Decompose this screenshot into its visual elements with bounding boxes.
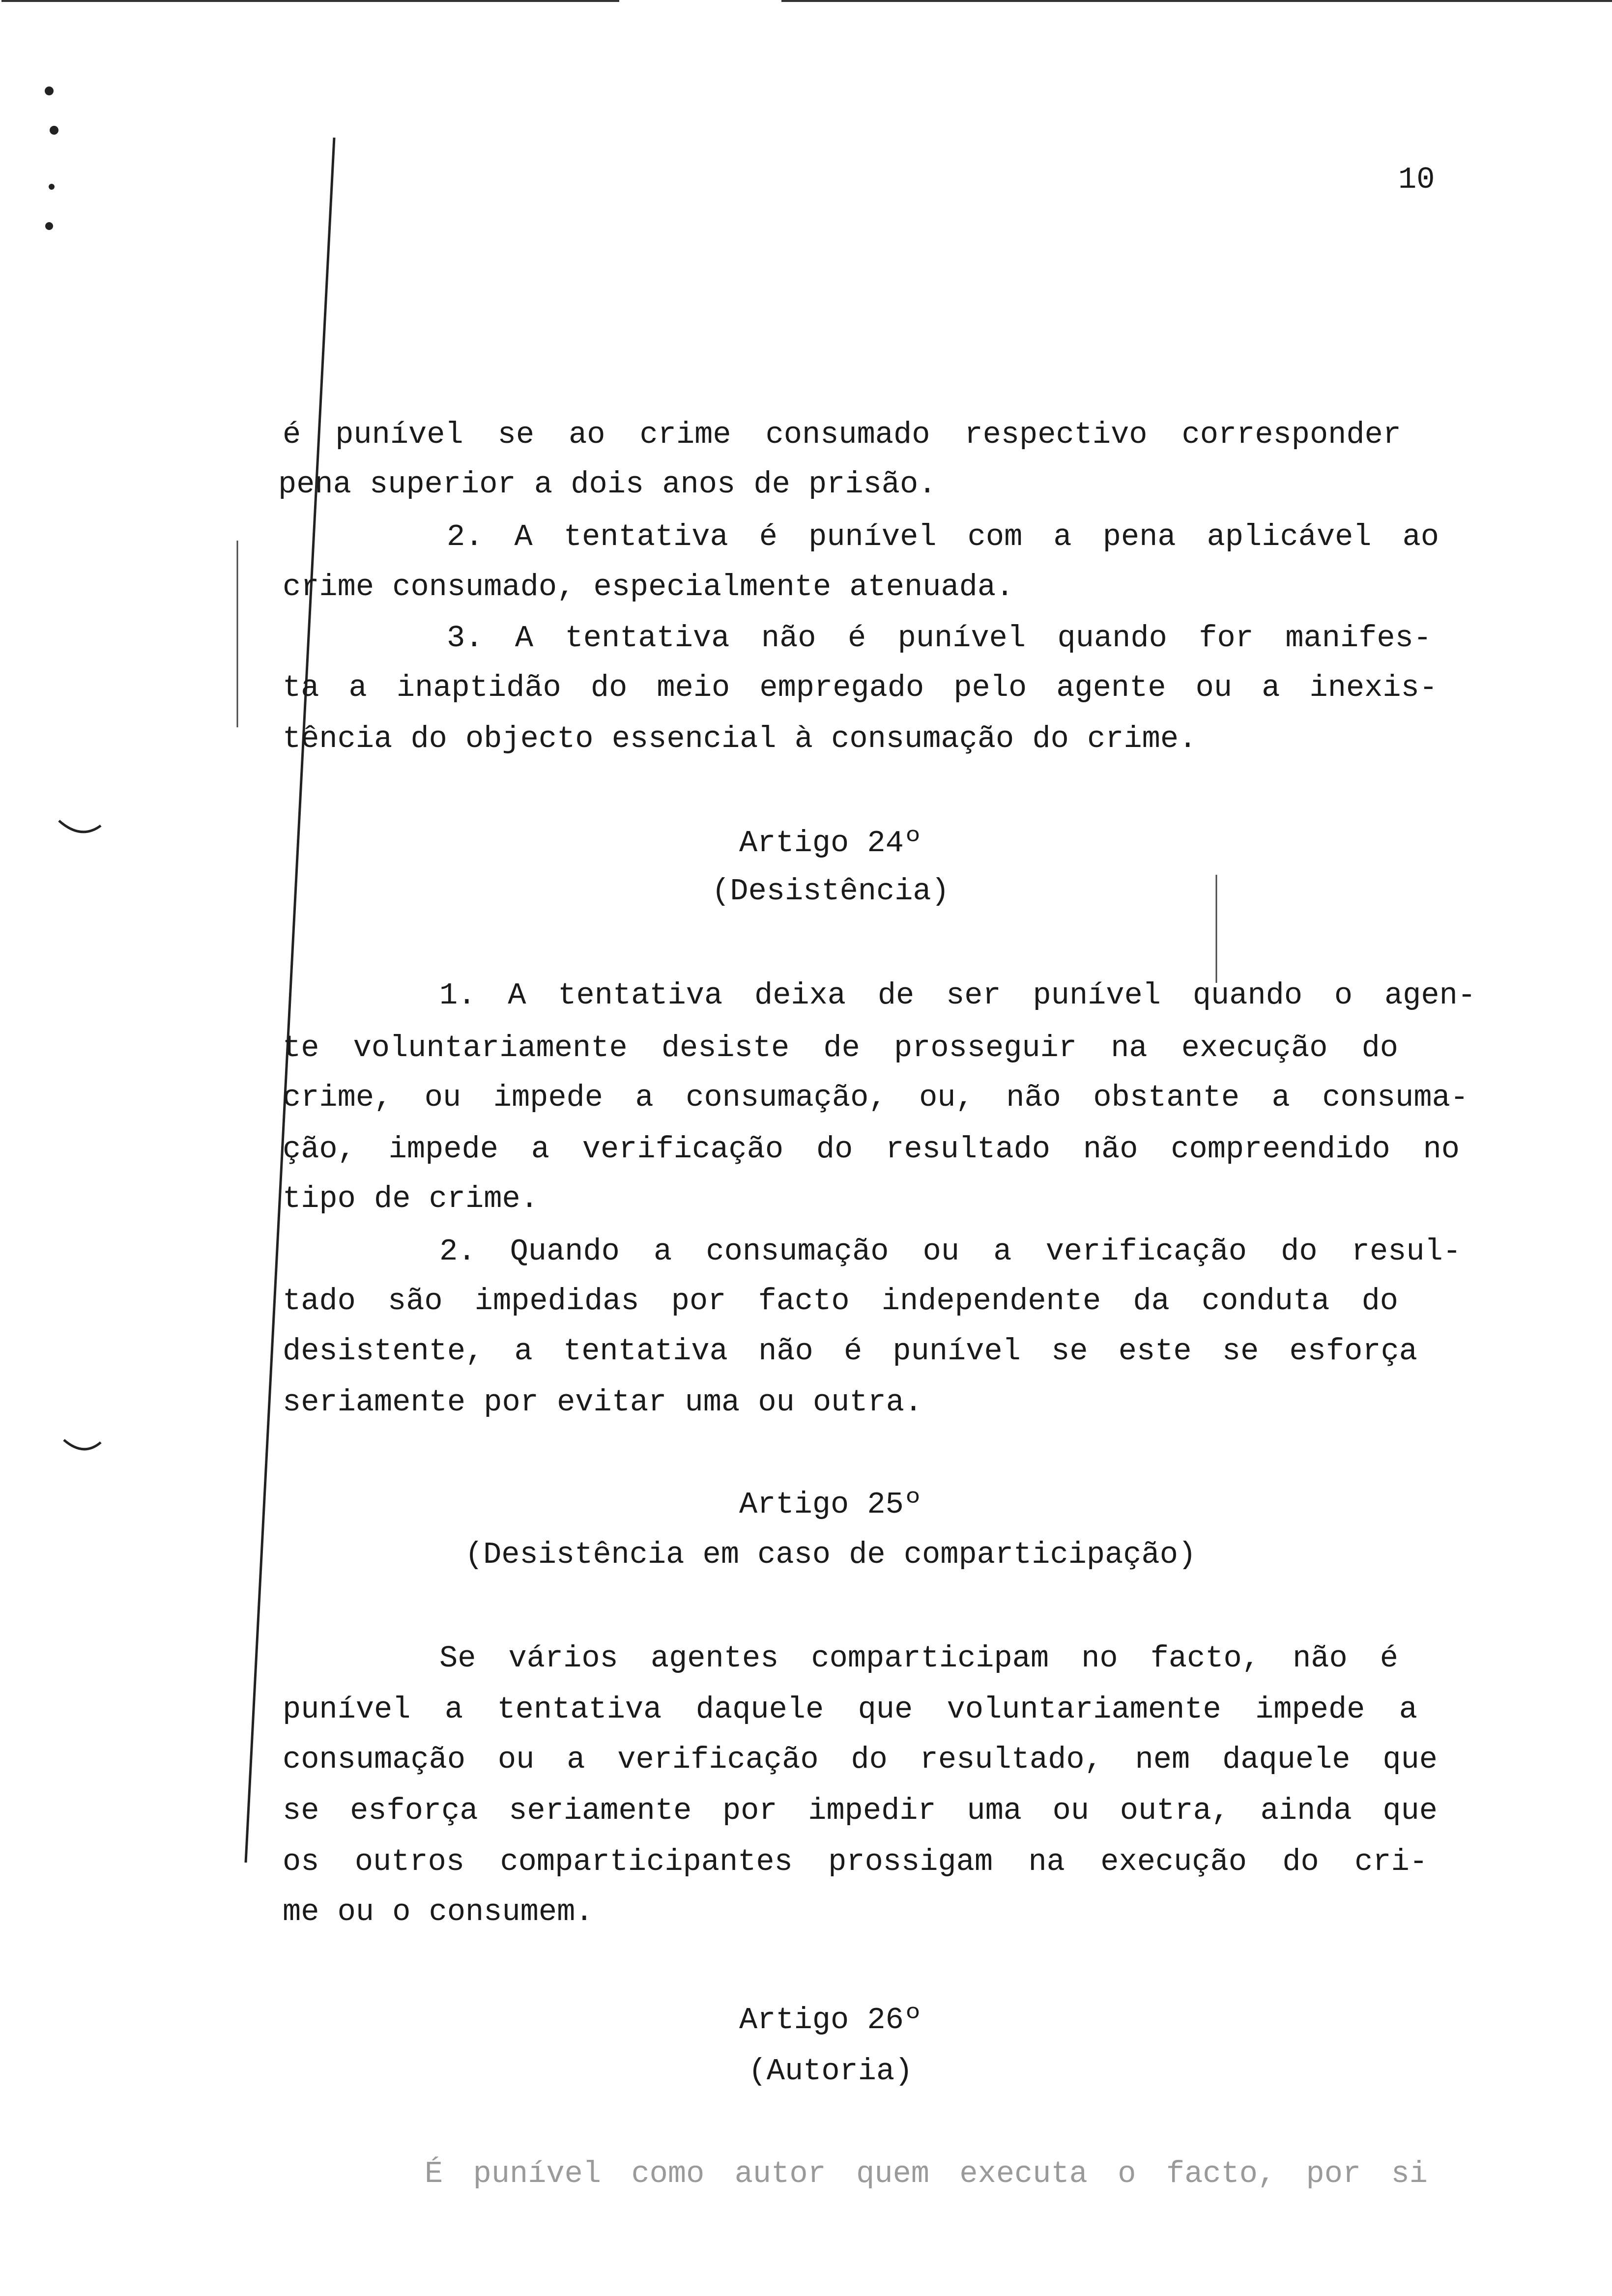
text-line: punível a tentativa daquele que voluntariamente impede a: [283, 1692, 1417, 1727]
article-title: Artigo 25º: [739, 1487, 922, 1522]
text-line: 2. Quando a consumação ou a verificação do resul-: [439, 1234, 1461, 1269]
text-line: consumação ou a verificação do resultado, nem daquele que: [283, 1742, 1438, 1777]
article-title: Artigo 26º: [739, 2003, 922, 2038]
text-line: desistente, a tentativa não é punível se este se esforça: [283, 1334, 1417, 1369]
text-line: 2. A tentativa é punível com a pena aplicável ao: [447, 519, 1439, 554]
text-line: te voluntariamente desiste de prosseguir na execução do: [283, 1031, 1398, 1065]
article-subtitle: (Autoria): [748, 2054, 913, 2089]
text-line: crime consumado, especialmente atenuada.: [283, 570, 1014, 604]
text-line: crime, ou impede a consumação, ou, não obstante a consuma-: [283, 1080, 1468, 1115]
article-title: Artigo 24º: [739, 826, 922, 861]
article-subtitle: (Desistência em caso de comparticipação): [464, 1537, 1197, 1572]
text-line: pena superior a dois anos de prisão.: [278, 467, 937, 502]
text-line: é punível se ao crime consumado respectivo corresponder: [283, 417, 1401, 452]
text-line: tipo de crime.: [283, 1181, 539, 1216]
text-line: ção, impede a verificação do resultado não compreendido no: [283, 1132, 1460, 1167]
text-line: 1. A tentativa deixa de ser punível quando o agen-: [439, 978, 1476, 1013]
page-number: 10: [1398, 162, 1435, 197]
text-line: 3. A tentativa não é punível quando for manifes-: [447, 621, 1432, 656]
text-line: tência do objecto essencial à consumação do crime.: [283, 721, 1197, 756]
text-line: Se vários agentes comparticipam no facto, não é: [439, 1641, 1398, 1676]
text-line: os outros comparticipantes prossigam na execução do cri-: [283, 1844, 1428, 1879]
text-line: ta a inaptidão do meio empregado pelo agente ou a inexis-: [283, 670, 1438, 705]
text-line: tado são impedidas por facto independente da conduta do: [283, 1284, 1398, 1319]
text-line: me ou o consumem.: [283, 1894, 594, 1929]
text-line: É punível como autor quem executa o facto, por si: [425, 2156, 1428, 2191]
text-line: se esforça seriamente por impedir uma ou outra, ainda que: [283, 1793, 1438, 1828]
text-line: seriamente por evitar uma ou outra.: [283, 1385, 923, 1420]
article-subtitle: (Desistência): [712, 874, 950, 909]
